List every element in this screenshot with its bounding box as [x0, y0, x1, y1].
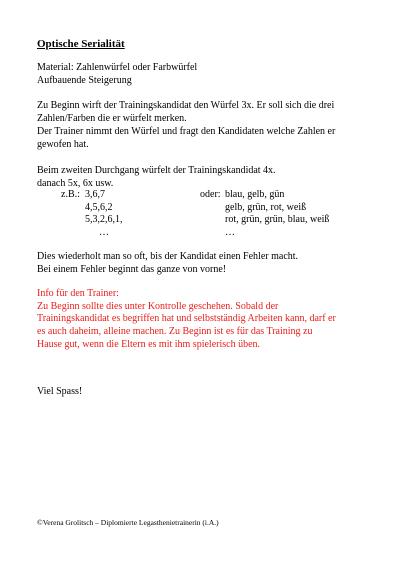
example-numbers: …: [99, 227, 109, 238]
intro-line: Der Trainer nimmt den Würfel und fragt den Kandidaten welche Zahlen er: [37, 126, 336, 137]
trainer-info-heading: Info für den Trainer:: [37, 288, 119, 299]
repeat-line: Dies wiederholt man so oft, bis der Kandidat einen Fehler macht.: [37, 251, 299, 262]
example-numbers: 4,5,6,2: [85, 202, 113, 213]
example-colors: gelb, grün, rot, weiß: [225, 202, 307, 213]
example-numbers: 5,3,2,6,1,: [85, 214, 123, 225]
closing-line: Viel Spass!: [37, 386, 83, 397]
second-round-line: Beim zweiten Durchgang würfelt der Trainingskandidat 4x.: [37, 165, 276, 176]
example-prefix: z.B.:: [61, 189, 80, 200]
intro-line: Zu Beginn wirft der Trainingskandidat den Würfel 3x. Er soll sich die drei: [37, 100, 335, 111]
trainer-info-line: Zu Beginn sollte dies unter Kontrolle geschehen. Sobald der: [37, 301, 279, 312]
trainer-info-line: Hause gut, wenn die Eltern es mit ihm spielerisch üben.: [37, 339, 261, 350]
repeat-line: Bei einem Fehler beginnt das ganze von vorne!: [37, 264, 227, 275]
example-or-label: oder:: [200, 189, 221, 200]
example-colors: blau, gelb, gün: [225, 189, 285, 200]
example-numbers: 3,6,7: [85, 189, 105, 200]
second-round-line: danach 5x, 6x usw.: [37, 178, 114, 189]
page-title: Optische Serialität: [37, 38, 125, 50]
example-colors: …: [225, 227, 235, 238]
intro-line: Zahlen/Farben die er würfelt merken.: [37, 113, 187, 124]
intro-line: gewofen hat.: [37, 139, 89, 150]
example-colors: rot, grün, grün, blau, weiß: [225, 214, 330, 225]
footer-copyright: ©Verena Grolitsch – Diplomierte Legasthenietrainerin (i.A.): [37, 518, 219, 527]
material-line: Material: Zahlenwürfel oder Farbwürfel: [37, 62, 198, 73]
trainer-info-line: es auch daheim, alleine machen. Zu Beginn ist es für das Training zu: [37, 326, 313, 337]
progression-line: Aufbauende Steigerung: [37, 75, 132, 86]
trainer-info-line: Trainingskandidat es begriffen hat und selbstständig Arbeiten kann, darf er: [37, 313, 336, 324]
